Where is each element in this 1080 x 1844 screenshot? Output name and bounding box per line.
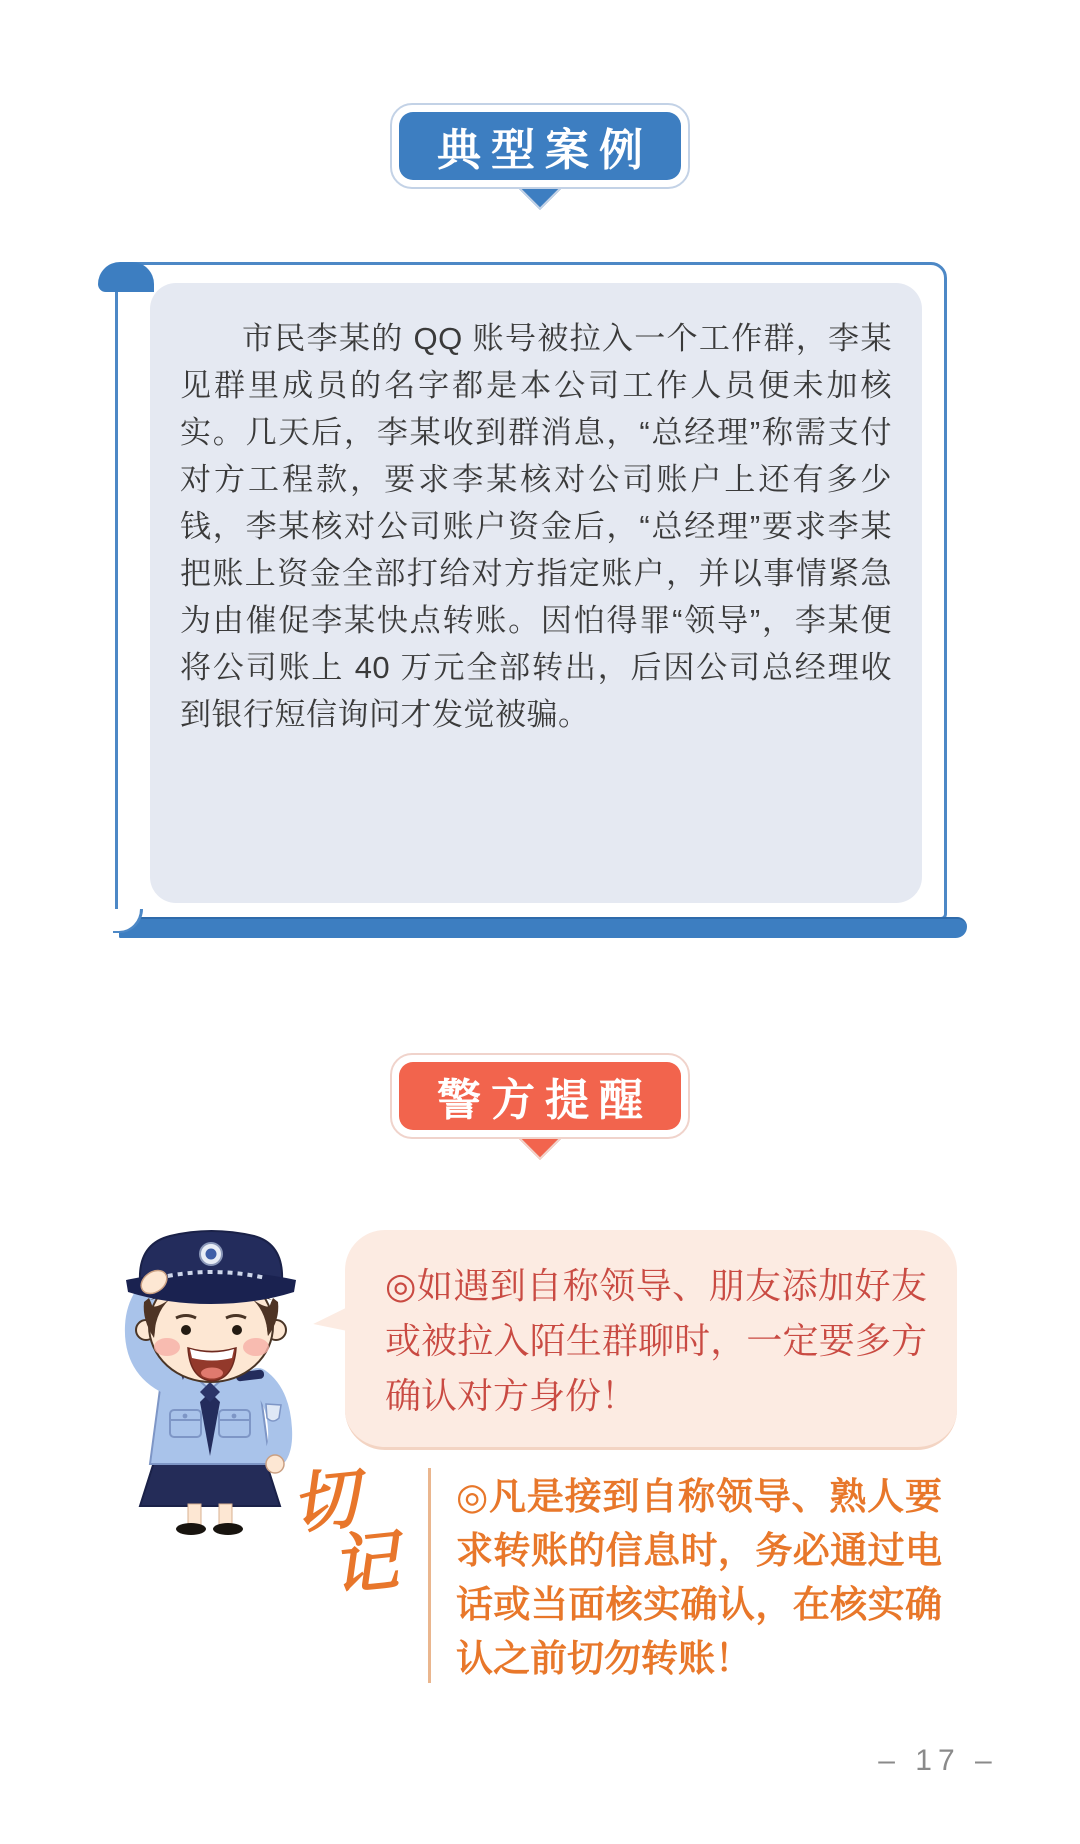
scroll-curl-icon (113, 909, 143, 933)
scroll-bottom-bar (119, 917, 967, 938)
page-curl-icon (98, 262, 154, 292)
case-text: 市民李某的 QQ 账号被拉入一个工作群，李某见群里成员的名字都是本公司工作人员便未加核实。几天后，李某收到群消息，“总经理”称需支付对方工程款，要求李某核对公司账户上还有多少钱，李某核对公司账户资金后，“总经理”要求李某把账上资金全部打给对方指定账户，并以事情紧急为由催促李某快点转账。因怕得罪“领导”，李某便将公司账上 40 万元全部转出，后因公司总经理收到银行短信询问才发觉被骗。 (180, 321, 892, 732)
badge-outline (390, 1053, 690, 1139)
case-panel (150, 283, 922, 903)
badge-outline (390, 103, 690, 189)
police-badge-label: 警方提醒 (399, 1062, 681, 1130)
skirt (140, 1462, 280, 1506)
speech-bubble (345, 1230, 957, 1450)
remember-warning-text: ◎凡是接到自称领导、熟人要求转账的信息时，务必通过电话或当面核实确认，在核实确认之前切勿转账！ (456, 1476, 942, 1679)
section-badge-case (390, 103, 690, 189)
remember-label-char1: 切 (288, 1462, 362, 1543)
case-badge-label: 典型案例 (399, 112, 681, 180)
reminder-bubble-text: ◎如遇到自称领导、朋友添加好友或被拉入陌生群聊时，一定要多方确认对方身份！ (385, 1265, 927, 1416)
section-badge-police-reminder (390, 1053, 690, 1139)
remember-label-char2: 记 (328, 1524, 402, 1605)
speech-bubble-tail (312, 1306, 353, 1336)
case-box (115, 262, 947, 920)
page-number: – 17 – (878, 1744, 998, 1777)
vertical-divider (428, 1468, 431, 1683)
